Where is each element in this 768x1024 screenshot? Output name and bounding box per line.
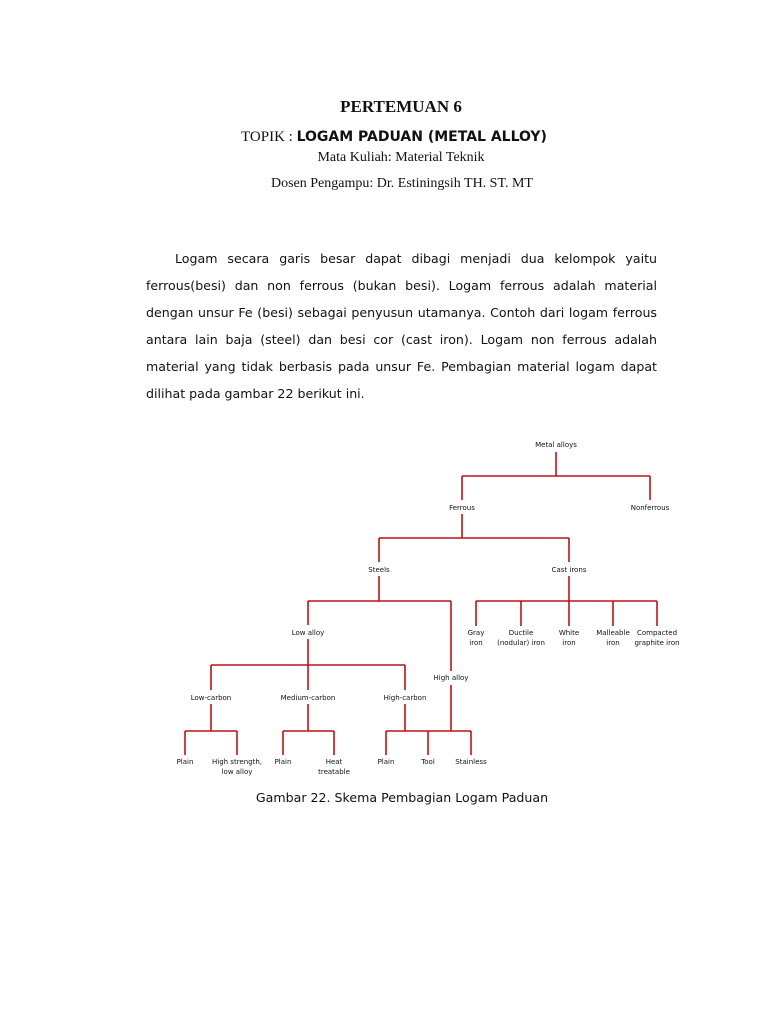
node-nonferrous: Nonferrous [630,504,670,512]
node-cast-irons: Cast irons [551,566,587,574]
node-heat-treatable-line1: Heat [325,758,343,766]
node-high-alloy: High alloy [433,674,469,682]
node-gray-iron-line1: Gray [467,629,485,637]
node-low-alloy: Low alloy [291,629,325,637]
node-heat-treatable-line2: treatable [318,768,350,776]
node-ductile-iron-line2: (nodular) iron [497,639,545,647]
node-medium-carbon-plain: Plain [274,758,292,766]
topic-value: LOGAM PADUAN (METAL ALLOY) [296,129,547,145]
node-metal-alloys: Metal alloys [535,441,577,449]
node-malleable-iron-line2: iron [606,639,620,647]
node-compacted-graphite-iron-line2: graphite iron [634,639,680,647]
figure-caption: Gambar 22. Skema Pembagian Logam Paduan [255,790,549,805]
node-low-carbon-plain: Plain [176,758,194,766]
node-tool: Tool [421,758,435,766]
diagram-connectors [185,452,657,755]
node-ferrous: Ferrous [449,504,475,512]
node-gray-iron-line2: iron [469,639,483,647]
node-high-carbon: High-carbon [383,694,427,702]
node-medium-carbon: Medium-carbon [280,694,336,702]
node-high-strength-low-alloy-line2: low alloy [221,768,253,776]
node-high-strength-low-alloy-line1: High strength, [211,758,263,766]
node-steels: Steels [368,566,390,574]
topic-prefix: TOPIK : [241,129,297,145]
node-high-carbon-plain: Plain [377,758,395,766]
node-white-iron-line2: iron [562,639,576,647]
lecturer-name: Dosen Pengampu: Dr. Estiningsih TH. ST. MT [271,176,533,191]
intro-paragraph: Logam secara garis besar dapat dibagi menjadi dua kelompok yaitu ferrous(besi) dan non ferrous (bukan besi). Logam ferrous adalah material dengan unsur Fe (besi) sebagai penyusun utamanya. Contoh dari logam ferrous antara lain baja (steel) dan besi cor (cast iron). Logam non ferrous adalah material yang tidak berbasis pada unsur Fe. Pembagian material logam dapat dilihat pada gambar 22 berikut ini. [146,251,657,401]
node-low-carbon: Low-carbon [190,694,232,702]
node-ductile-iron-line1: Ductile [508,629,534,637]
node-compacted-graphite-iron-line1: Compacted [636,629,678,637]
topic-line [0,129,768,146]
node-stainless: Stainless [455,758,487,766]
metal-alloy-classification-diagram [160,434,700,784]
node-malleable-iron-line1: Malleable [596,629,630,637]
course-name: Mata Kuliah: Material Teknik [317,150,485,165]
node-white-iron-line1: White [558,629,580,637]
document-title: PERTEMUAN 6 [340,97,462,116]
